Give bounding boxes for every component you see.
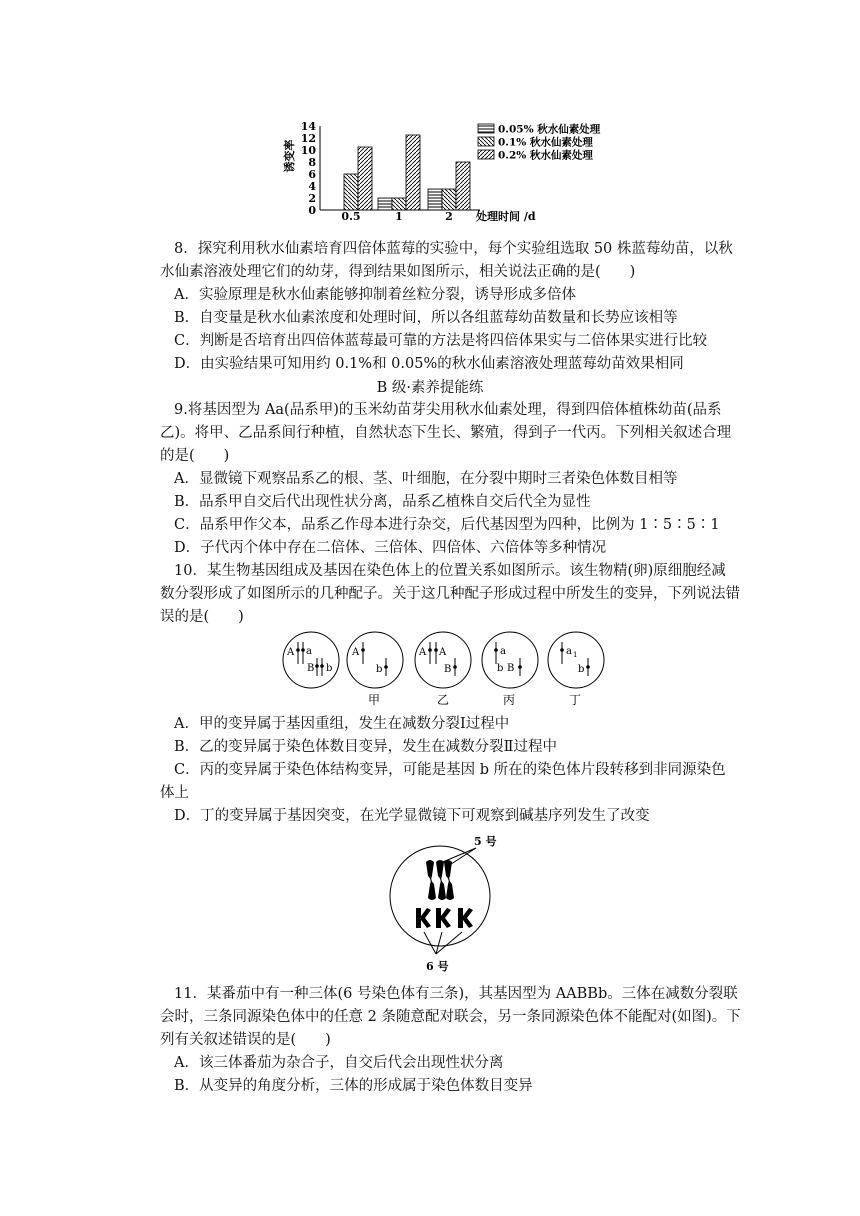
gamete-cells-diagram [282, 630, 612, 710]
legend-label: 0.05% 秋水仙素处理 [498, 123, 601, 136]
q10-stem-line-1: 10．某生物基因组成及基因在染色体上的位置关系如图所示。该生物精(卵)原细胞经减 [174, 563, 726, 579]
chart-ylabel: 诱变率 [283, 139, 296, 173]
q8-option-a: A．实验原理是秋水仙素能够抑制着丝粒分裂，诱导形成多倍体 [174, 287, 576, 303]
bar [406, 135, 420, 210]
q8-option-b: B．自变量是秋水仙素浓度和处理时间，所以各组蓝莓幼苗数量和长势应该相等 [174, 310, 678, 326]
y-tick-label: 6 [308, 168, 316, 181]
q10-option-d: D．丁的变异属于基因突变，在光学显微镜下可观察到碱基序列发生了改变 [174, 808, 650, 824]
bar [344, 174, 358, 210]
gamete-cell-jia [347, 632, 403, 688]
gamete-cell-ding [548, 632, 604, 688]
svg-text:1: 1 [573, 651, 578, 659]
q10-option-b: B．乙的变异属于染色体数目变异，发生在减数分裂Ⅱ过程中 [174, 739, 558, 755]
q10-stem-line-3: 误的是( ) [160, 609, 244, 625]
svg-text:A: A [419, 647, 427, 658]
x-tick-label: 1 [395, 210, 403, 223]
q10-stem-line-2: 数分裂形成了如图所示的几种配子。关于这几种配子形成过程中所发生的变异，下列说法错 [160, 586, 740, 602]
q9-stem-line-1: 9.将基因型为 Aa(品系甲)的玉米幼苗芽尖用秋水仙素处理，得到四倍体植株幼苗(品系 [174, 402, 722, 418]
label-ding: 丁 [569, 693, 582, 707]
question-10-stem [160, 560, 740, 629]
chart-xlabel: 处理时间 /d [476, 210, 536, 223]
q11-stem-line-2: 会时，三条同源染色体中的任意 2 条随意配对联会，另一条同源染色体不能配对(如图)。下 [160, 1009, 741, 1025]
q9-option-b: B．品系甲自交后代出现性状分离，品系乙植株自交后代全为显性 [174, 494, 591, 510]
bar [442, 189, 456, 210]
y-tick-label: 0 [308, 204, 316, 217]
y-tick-label: 2 [308, 192, 316, 205]
bar [392, 198, 406, 210]
bar [428, 189, 442, 210]
svg-text:A: A [352, 647, 360, 658]
q10-option-c-line-2: 体上 [160, 785, 189, 801]
question-8 [160, 238, 733, 376]
q11-option-a: A．该三体番茄为杂合子，自交后代会出现性状分离 [174, 1055, 504, 1071]
label-bing: 丙 [503, 693, 516, 707]
y-tick-label: 10 [300, 144, 316, 157]
svg-text:b: b [578, 664, 585, 675]
svg-text:a: a [500, 646, 506, 657]
y-tick-label: 12 [300, 132, 316, 145]
question-10-options [160, 713, 730, 828]
legend-label: 0.2% 秋水仙素处理 [498, 149, 593, 162]
q8-option-c: C．判断是否培育出四倍体蓝莓最可靠的方法是将四倍体果实与二倍体果实进行比较 [174, 333, 708, 349]
legend-swatch [478, 137, 494, 146]
y-tick-label: 8 [308, 156, 316, 169]
gamete-cell-bing [482, 632, 538, 688]
x-tick-label: 0.5 [341, 210, 361, 223]
label-chromosome-5: 5 号 [474, 835, 497, 848]
q9-option-c: C．品系甲作父本，品系乙作母本进行杂交，后代基因型为四种，比例为 1∶5∶5∶1 [174, 517, 720, 533]
genotype-cell [283, 632, 339, 688]
bar [456, 162, 470, 210]
q11-option-b: B．从变异的角度分析，三体的形成属于染色体数目变异 [174, 1078, 533, 1094]
x-tick-label: 2 [445, 210, 453, 223]
bar [358, 147, 372, 210]
svg-text:B: B [507, 663, 515, 674]
svg-text:A: A [439, 647, 447, 658]
mutation-rate-bar-chart [280, 116, 620, 228]
q8-option-d: D．由实验结果可知用约 0.1%和 0.05%的秋水仙素溶液处理蓝莓幼苗效果相同 [174, 356, 684, 372]
q9-option-d: D．子代丙个体中存在二倍体、三倍体、四倍体、六倍体等多种情况 [174, 540, 607, 556]
q11-stem-line-1: 11．某番茄中有一种三体(6 号染色体有三条)，其基因型为 AABBb。三体在减数分裂联 [174, 986, 738, 1002]
q10-option-a: A．甲的变异属于基因重组，发生在减数分裂Ⅰ过程中 [174, 716, 510, 732]
svg-text:B: B [307, 663, 315, 674]
question-11 [160, 983, 741, 1098]
svg-text:b: b [376, 664, 383, 675]
section-title: B 级·素养提能练 [376, 380, 484, 396]
q8-stem-line-1: 8．探究利用秋水仙素培育四倍体蓝莓的实验中，每个实验组选取 50 株蓝莓幼苗，以秋 [174, 241, 733, 257]
trisomy-chromosome-diagram [386, 832, 516, 978]
q9-stem-line-2: 乙)。将甲、乙品系间行种植，自然状态下生长、繁殖，得到子一代丙。下列相关叙述合理 [160, 425, 732, 441]
svg-text:a: a [306, 646, 312, 657]
legend-swatch [478, 124, 494, 133]
svg-text:b: b [497, 663, 504, 674]
q9-stem-line-3: 的是( ) [160, 448, 230, 464]
q11-stem-line-3: 列有关叙述错误的是( ) [160, 1032, 331, 1048]
legend-swatch [478, 150, 494, 159]
q10-option-c-line-1: C．丙的变异属于染色体结构变异，可能是基因 b 所在的染色体片段转移到非同源染色 [174, 762, 726, 778]
label-chromosome-6: 6 号 [426, 960, 449, 973]
svg-text:A: A [287, 647, 295, 658]
y-tick-label: 14 [300, 120, 316, 133]
y-tick-label: 4 [308, 180, 316, 193]
svg-text:b: b [326, 663, 333, 674]
q8-stem-line-2: 水仙素溶液处理它们的幼芽，得到结果如图所示，相关说法正确的是( ) [160, 264, 636, 280]
q9-option-a: A．显微镜下观察品系乙的根、茎、叶细胞，在分裂中期时三者染色体数目相等 [174, 471, 678, 487]
label-yi: 乙 [437, 693, 450, 707]
legend-label: 0.1% 秋水仙素处理 [498, 136, 593, 149]
svg-text:B: B [444, 664, 452, 675]
label-jia: 甲 [368, 693, 381, 707]
bar [378, 198, 392, 210]
gamete-cell-yi [415, 632, 471, 688]
question-9 [160, 399, 730, 560]
svg-text:a: a [566, 646, 572, 657]
